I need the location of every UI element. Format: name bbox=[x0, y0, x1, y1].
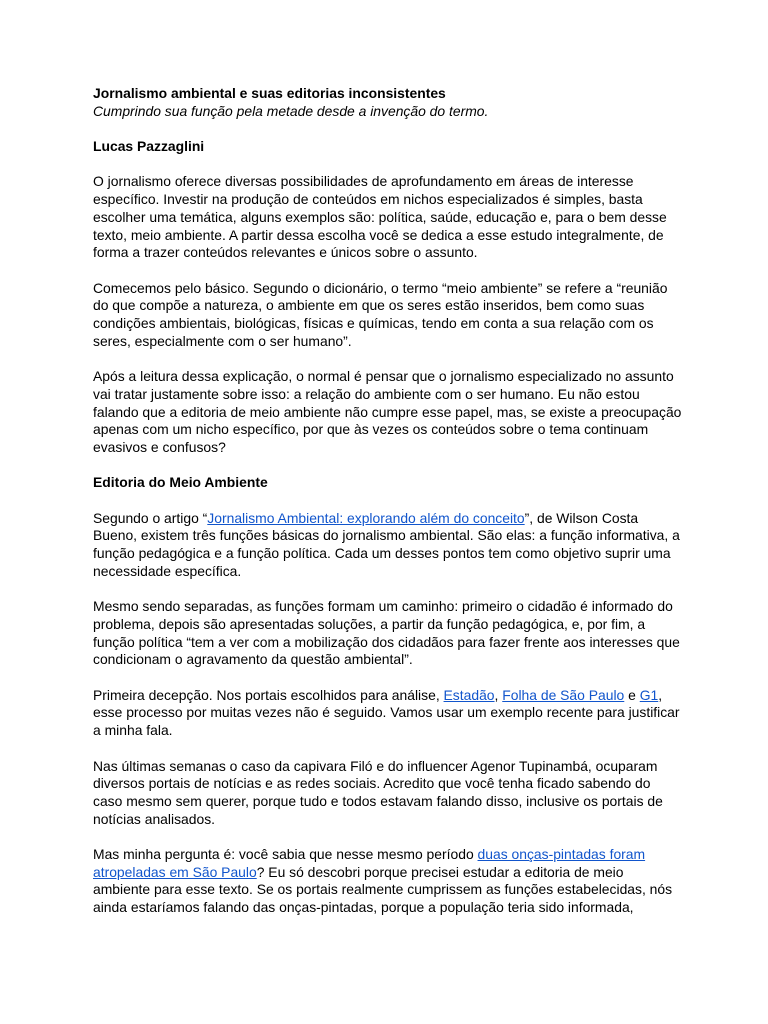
text-span: Segundo o artigo “ bbox=[93, 509, 208, 526]
article-subtitle: Cumprindo sua função pela metade desde a invenção do termo. bbox=[93, 102, 489, 119]
section-heading: Editoria do Meio Ambiente bbox=[93, 474, 268, 491]
spacer bbox=[93, 828, 683, 846]
spacer bbox=[93, 156, 683, 174]
link-oncas-pintadas[interactable]: duas onças-pintadas foram atropeladas em São Paulo bbox=[93, 846, 646, 880]
spacer bbox=[93, 457, 683, 475]
text-span: ”, de Wilson Costa Bueno, existem três funções básicas do jornalismo ambiental. São elas: a função informativa, a função pedagógica e a função política. Cada um desses pontos tem como objetivo suprir uma necessidade específica. bbox=[93, 509, 680, 579]
spacer bbox=[93, 120, 683, 138]
text-span: , bbox=[494, 686, 503, 703]
text-span: ? Eu só descobri porque precisei estudar a editoria de meio ambiente para esse texto. Se os portais realmente cumprissem as funções estabelecidas, nós ainda estaríamos falando das onças-pintadas, porque a população teria sido informada, bbox=[93, 863, 673, 916]
article-link-jornalismo-ambiental[interactable]: Jornalismo Ambiental: explorando além do conceito bbox=[207, 509, 525, 526]
text-span: , esse processo por muitas vezes não é seguido. Vamos usar um exemplo recente para justificar a minha fala. bbox=[93, 686, 680, 739]
spacer bbox=[93, 262, 683, 280]
spacer bbox=[93, 669, 683, 687]
link-folha-de-sao-paulo[interactable]: Folha de São Paulo bbox=[502, 686, 625, 703]
author-name: Lucas Pazzaglini bbox=[93, 138, 205, 155]
text-span: Primeira decepção. Nos portais escolhidos para análise, bbox=[93, 686, 444, 703]
spacer bbox=[93, 740, 683, 758]
text-span: Mas minha pergunta é: você sabia que nesse mesmo período bbox=[93, 846, 478, 863]
paragraph-3: Após a leitura dessa explicação, o normal é pensar que o jornalismo especializado no assunto vai tratar justamente sobre isso: a relação do ambiente com o ser humano. Eu não estou falando que a editoria de meio ambiente não cumpre esse papel, mas, se existe a preocupação apenas com um nicho específico, por que às vezes os conteúdos sobre o tema continuam evasivos e confusos? bbox=[93, 368, 682, 455]
paragraph-1: O jornalismo oferece diversas possibilidades de aprofundamento em áreas de interesse específico. Investir na produção de conteúdos em nichos especializados é simples, basta escolher uma temática, alguns exemplos são: política, saúde, educação e, para o bem desse texto, meio ambiente. A partir dessa escolha você se dedica a esse estudo integralmente, de forma a trazer conteúdos relevantes e únicos sobre o assunto. bbox=[93, 173, 667, 261]
paragraph-7: Nas últimas semanas o caso da capivara Filó e do influencer Agenor Tupinambá, ocuparam diversos portais de notícias e as redes sociais. Acredito que você tenha ficado sabendo do caso mesmo sem querer, porque tudo e todos estavam falando disso, inclusive os portais de notícias analisados. bbox=[93, 757, 663, 827]
paragraph-6 bbox=[93, 687, 683, 740]
paragraph-8 bbox=[93, 846, 683, 917]
spacer bbox=[93, 351, 683, 369]
article-title: Jornalismo ambiental e suas editorias inconsistentes bbox=[93, 85, 446, 101]
spacer bbox=[93, 581, 683, 599]
article-body bbox=[93, 85, 683, 917]
paragraph-4 bbox=[93, 510, 683, 581]
link-estadao[interactable]: Estadão bbox=[443, 686, 495, 703]
text-span: e bbox=[624, 686, 640, 703]
paragraph-2: Comecemos pelo básico. Segundo o dicionário, o termo “meio ambiente” se refere a “reunião do que compõe a natureza, o ambiente em que os seres estão inseridos, bem como suas condições ambientais, biológicas, físicas e químicas, tendo em conta a sua relação com os seres, especialmente com o ser humano”. bbox=[93, 279, 668, 349]
link-g1[interactable]: G1 bbox=[639, 686, 659, 703]
spacer bbox=[93, 492, 683, 510]
paragraph-5: Mesmo sendo separadas, as funções formam um caminho: primeiro o cidadão é informado do problema, depois são apresentadas soluções, a partir da função pedagógica, e, por fim, a função política “tem a ver com a mobilização dos cidadãos para fazer frente aos interesses que condicionam o agravamento da questão ambiental”. bbox=[93, 598, 680, 668]
